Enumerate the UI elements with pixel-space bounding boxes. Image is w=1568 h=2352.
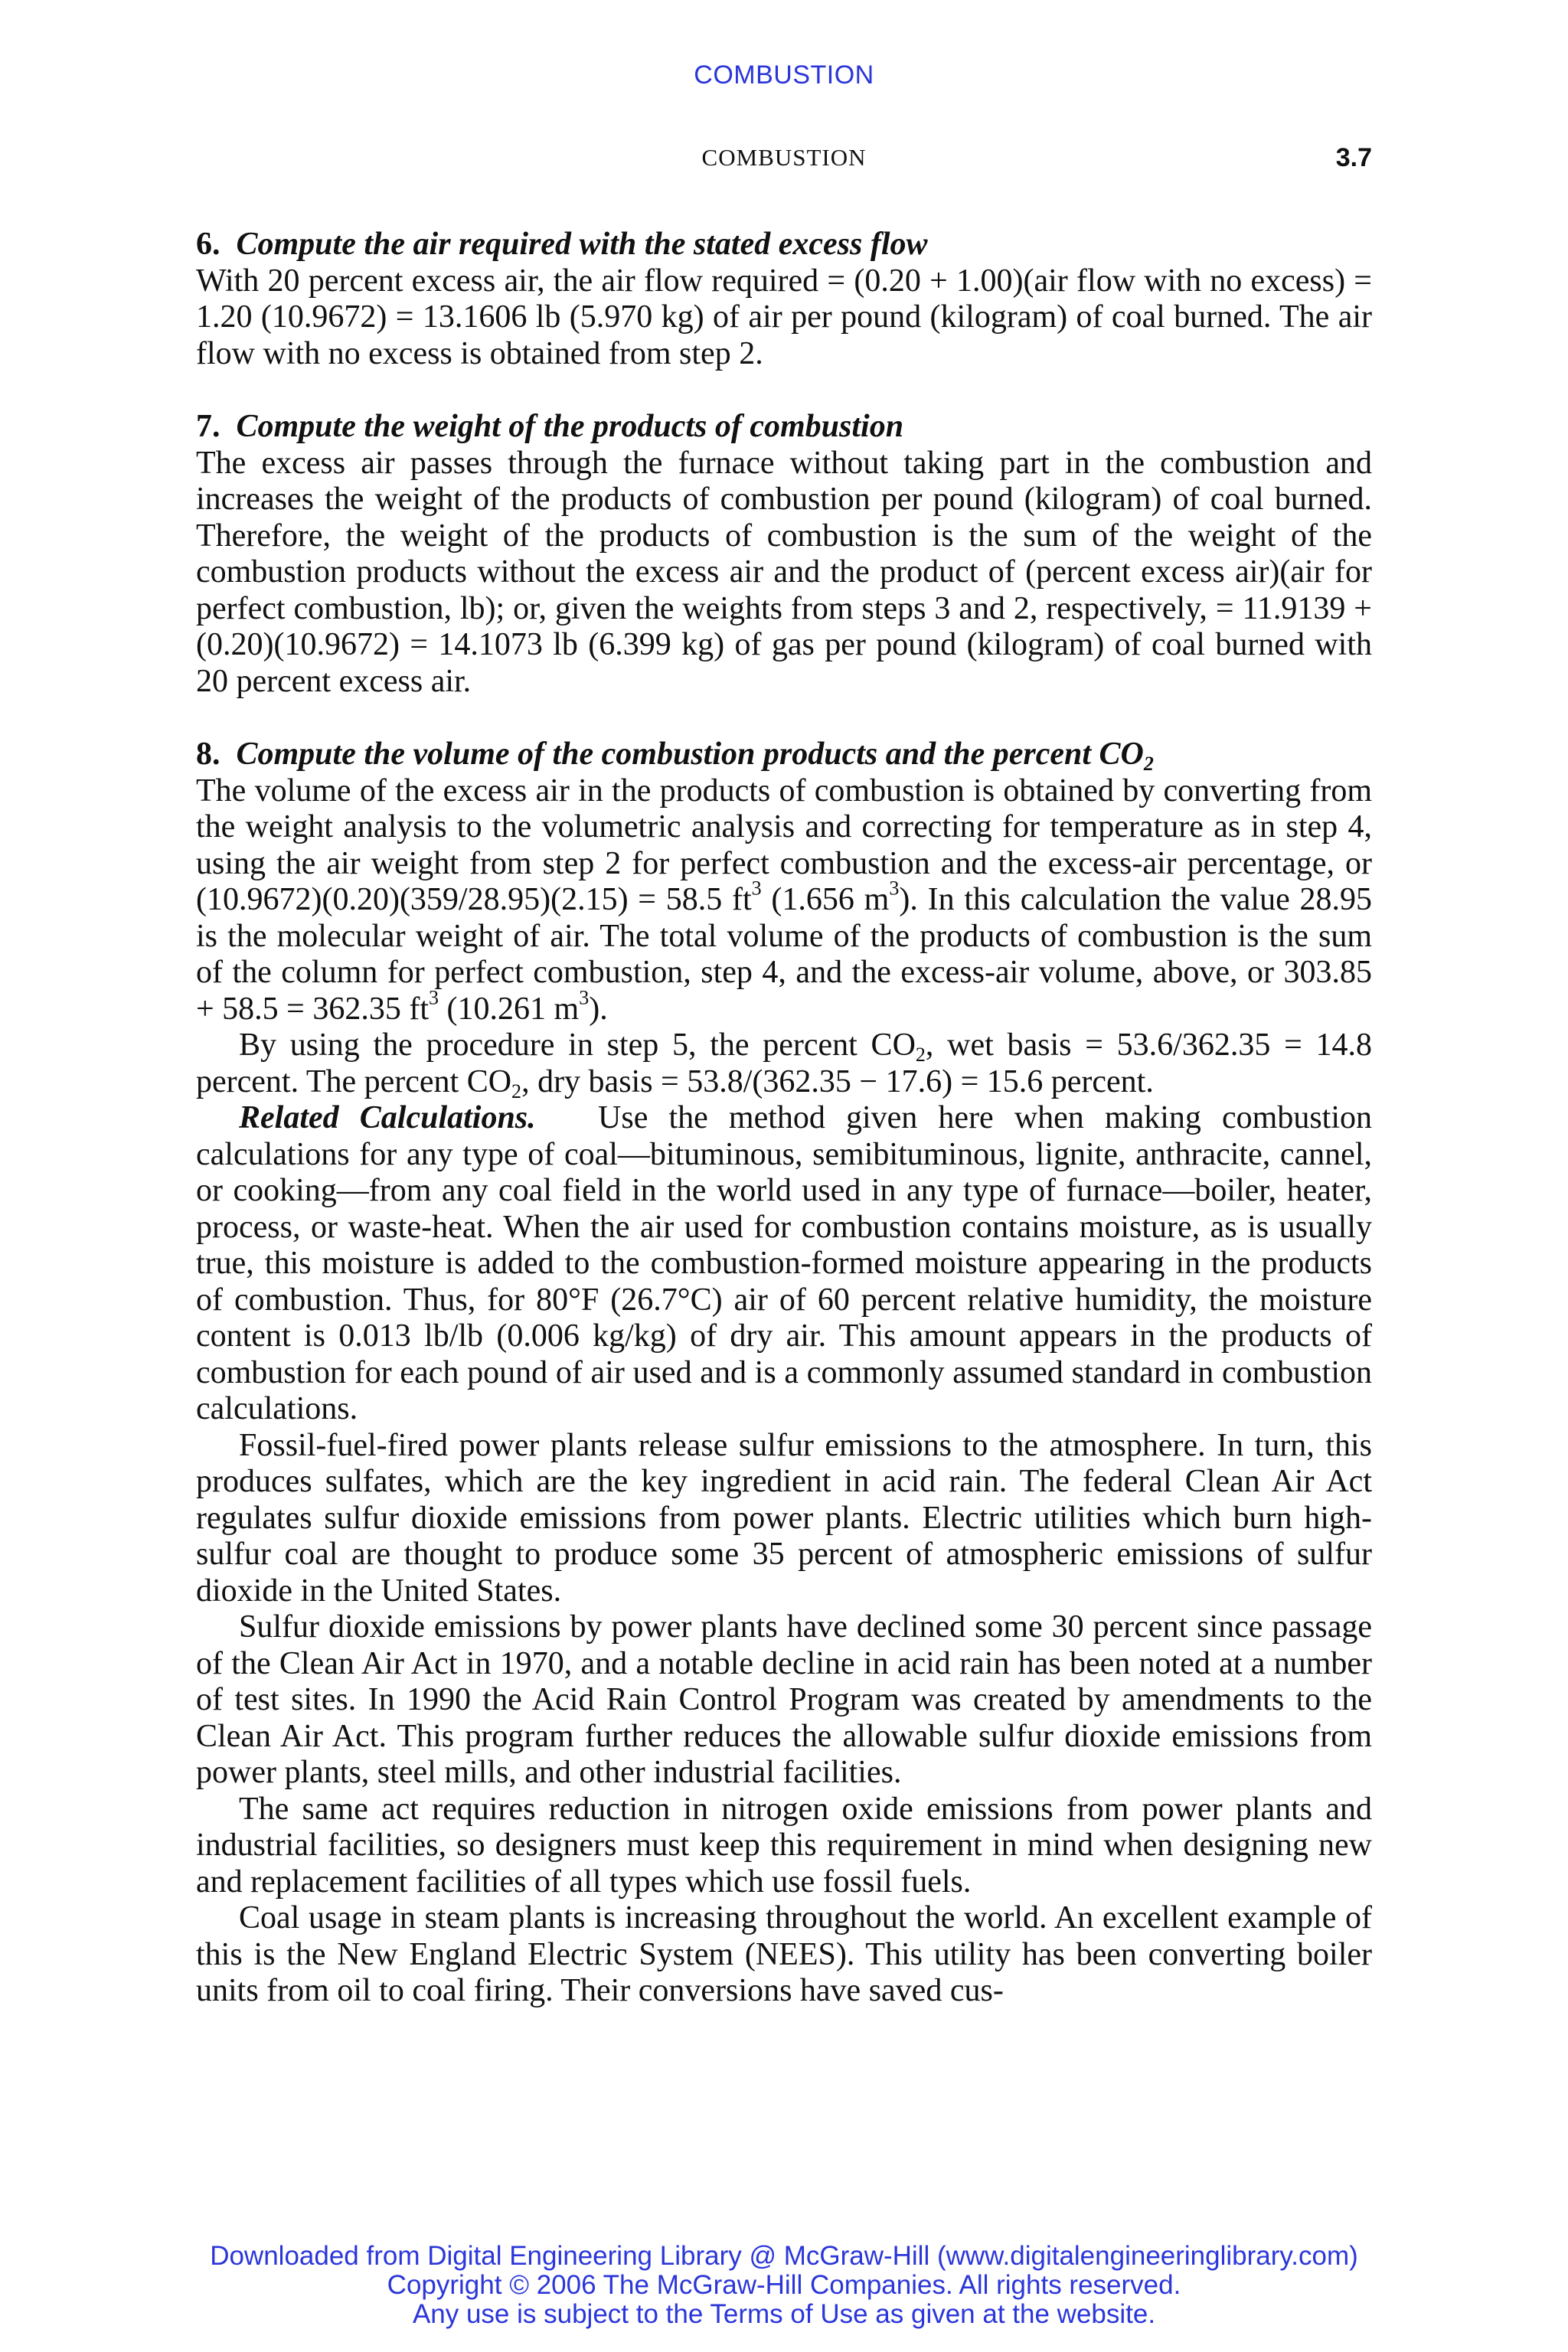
page-number: 3.7 (1335, 143, 1372, 172)
superscript: 3 (429, 985, 439, 1008)
body-text (196, 227, 1372, 2010)
step-number: 6. (196, 227, 220, 262)
step-number: 7. (196, 409, 220, 444)
running-header (196, 141, 1372, 175)
footer-download-line[interactable]: Downloaded from Digital Engineering Library @ McGraw-Hill (www.digitalengineeringlibrary.com) (210, 2241, 1358, 2271)
step-8 (196, 737, 1372, 2010)
step-body (196, 773, 1372, 1028)
text-run: (10.261 m (439, 991, 580, 1027)
paragraph: Fossil-fuel-fired power plants release sulfur emissions to the atmosphere. In turn, this produces sulfates, which are the key ingredient in acid rain. The federal Clean Air Act regulates sulfur dioxide emissions from power plants. Electric utilities which burn high-sulfur coal are thought to produce some 35 percent of atmospheric emissions of sulfur dioxide in the United States. (196, 1427, 1372, 1609)
superscript: 3 (889, 877, 900, 900)
footer-copyright-line[interactable]: Copyright © 2006 The McGraw-Hill Companies. All rights reserved. (387, 2270, 1181, 2300)
subscript: 2 (1143, 752, 1154, 775)
paragraph: Coal usage in steam plants is increasing throughout the world. An excellent example of this is the New England Electric System (NEES). This utility has been converting boiler units from oil to coal firing. Their conversions have saved cus- (196, 1900, 1372, 2008)
chapter-link[interactable]: COMBUSTION (694, 60, 874, 90)
text-run: , wet basis = 53.6/362.35 = 14.8 percent. The percent CO (196, 1027, 1373, 1099)
step-7 (196, 409, 1372, 700)
step-number: 8. (196, 737, 220, 772)
related-calculations (196, 1100, 1372, 1428)
step-body: With 20 percent excess air, the air flow required = (0.20 + 1.00)(air flow with no excess) = 1.20 (10.9672) = 13.1606 lb (5.970 kg) of air per pound (kilogram) of coal burned. The air flow with no excess is obtained from step 2. (196, 263, 1372, 371)
text-run: The volume of the excess air in the products of combustion is obtained by converting from the weight analysis to the volumetric analysis and correcting for temperature as in step 4, using the air weight from step 2 for perfect combustion and the excess-air percentage, or (10.9672)(0.20)(359/28.95)(2.15) = 58.5 ft (196, 773, 1372, 917)
co2-paragraph (196, 1027, 1372, 1100)
superscript: 3 (751, 877, 762, 900)
footer-terms-line[interactable]: Any use is subject to the Terms of Use as given at the website. (412, 2299, 1156, 2329)
paragraph: The same act requires reduction in nitrogen oxide emissions from power plants and industrial facilities, so designers must keep this requirement in mind when designing new and replacement facilities of all types which use fossil fuels. (196, 1791, 1372, 1900)
superscript: 3 (579, 985, 590, 1008)
step-heading (196, 227, 1372, 263)
text-run: (1.656 m (761, 882, 890, 917)
footer-notice[interactable] (0, 2242, 1568, 2329)
text-run: By using the procedure in step 5, the percent CO (239, 1027, 916, 1063)
running-title: COMBUSTION (701, 144, 867, 171)
related-heading: Related Calculations. (239, 1100, 536, 1135)
step-title: Compute the weight of the products of combustion (236, 409, 904, 444)
text-run: ). (589, 991, 608, 1027)
step-title: Compute the air required with the stated excess flow (236, 227, 928, 262)
text-run: ). In this calculation the value 28.95 is the molecular weight of air. The total volume of the products of combustion is the sum of the column for perfect combustion, step 4, and the excess-air volume, above, or 303.85 + 58.5 = 362.35 ft (196, 882, 1372, 1027)
step-body: The excess air passes through the furnace without taking part in the combustion and increases the weight of the products of combustion per pound (kilogram) of coal burned. Therefore, the weight of the products of combustion is the sum of the weight of the combustion products without the excess air and the product of (percent excess air)(air for perfect combustion, lb); or, given the weights from steps 3 and 2, respectively, = 11.9139 + (0.20)(10.9672) = 14.1073 lb (6.399 kg) of gas per pound (kilogram) of coal burned with 20 percent excess air. (196, 445, 1372, 699)
subscript: 2 (915, 1043, 926, 1066)
step-heading (196, 409, 1372, 446)
step-6 (196, 227, 1372, 372)
subscript: 2 (511, 1080, 522, 1102)
text-run: , dry basis = 53.8/(362.35 − 17.6) = 15.6 percent. (521, 1063, 1154, 1099)
step-title: Compute the volume of the combustion products and the percent CO (236, 737, 1144, 772)
paragraph: Sulfur dioxide emissions by power plants have declined some 30 percent since passage of the Clean Air Act in 1970, and a notable decline in acid rain has been noted at a number of test sites. In 1990 the Acid Rain Control Program was created by amendments to the Clean Air Act. This program further reduces the allowable sulfur dioxide emissions from power plants, steel mills, and other industrial facilities. (196, 1609, 1372, 1790)
step-heading (196, 737, 1372, 773)
related-text: Use the method given here when making combustion calculations for any type of coal—bituminous, semibituminous, lignite, anthracite, cannel, or cooking—from any coal field in the world used in any type of furnace—boiler, heater, process, or waste-heat. When the air used for combustion contains moisture, as is usually true, this moisture is added to the combustion-formed moisture appearing in the products of combustion. Thus, for 80°F (26.7°C) air of 60 percent relative humidity, the moisture content is 0.013 lb/lb (0.006 kg/kg) of dry air. This amount appears in the products of combustion for each pound of air used and is a commonly assumed standard in combustion calculations. (196, 1100, 1373, 1426)
